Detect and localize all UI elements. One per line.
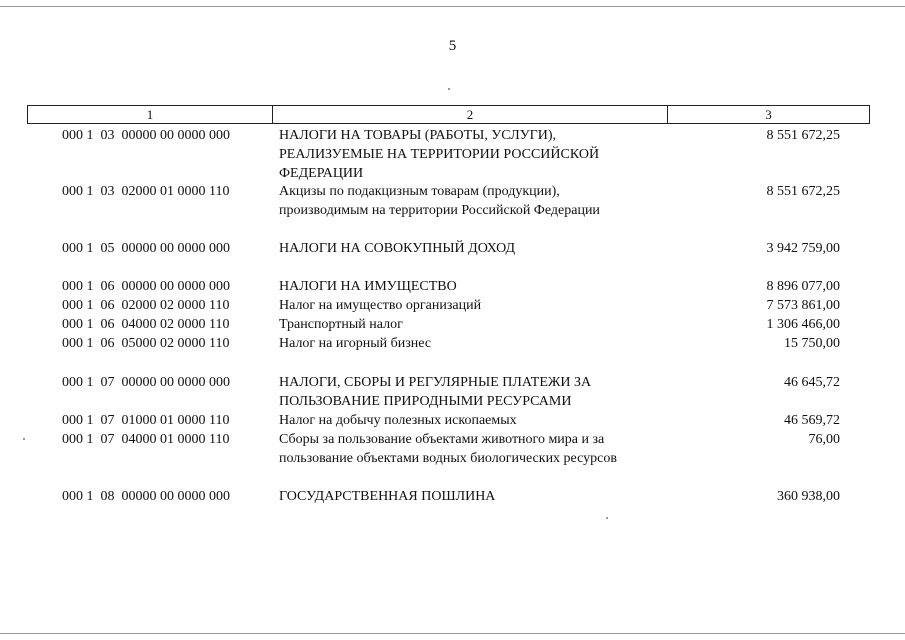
row-amount: 46 645,72 [784,375,840,390]
row-name: Акцизы по подакцизным товарам (продукции), производимым на территории Российской Федерации [279,184,600,218]
row-amount: 15 750,00 [784,336,840,351]
row-name: НАЛОГИ НА СОВОКУПНЫЙ ДОХОД [279,241,516,256]
row-amount: 7 573 861,00 [766,298,840,313]
row-name: Налог на добычу полезных ископаемых [279,413,517,428]
page-number: 5 [448,38,457,54]
scan-speck [23,438,25,440]
top-scan-line [0,6,905,7]
row-code: 000 1 03 00000 00 0000 000 [62,128,230,143]
scan-speck [606,517,608,519]
row-code: 000 1 06 04000 02 0000 110 [62,317,230,332]
bottom-scan-line [0,633,905,634]
row-name: Налог на игорный бизнес [279,336,432,351]
row-amount: 8 896 077,00 [766,279,840,294]
row-code: 000 1 03 02000 01 0000 110 [62,184,230,199]
column-header-amount: 3 [667,106,869,123]
row-amount: 8 551 672,25 [766,184,840,199]
column-header-name: 2 [272,106,667,123]
row-name: Налог на имущество организаций [279,298,482,313]
row-name: ГОСУДАРСТВЕННАЯ ПОШЛИНА [279,489,496,504]
table-header [27,105,870,124]
row-name: Сборы за пользование объектами животного мира и за пользование объектами водных биологических ресурсов [279,432,617,466]
row-amount: 3 942 759,00 [766,241,840,256]
row-code: 000 1 07 00000 00 0000 000 [62,375,230,390]
row-code: 000 1 06 02000 02 0000 110 [62,298,230,313]
row-code: 000 1 07 04000 01 0000 110 [62,432,230,447]
row-amount: 1 306 466,00 [766,317,840,332]
row-code: 000 1 08 00000 00 0000 000 [62,489,230,504]
row-name: НАЛОГИ НА ТОВАРЫ (РАБОТЫ, УСЛУГИ), РЕАЛИЗУЕМЫЕ НА ТЕРРИТОРИИ РОССИЙСКОЙ ФЕДЕРАЦИИ [279,128,600,181]
scan-speck [448,88,450,90]
row-name: НАЛОГИ, СБОРЫ И РЕГУЛЯРНЫЕ ПЛАТЕЖИ ЗА ПОЛЬЗОВАНИЕ ПРИРОДНЫМИ РЕСУРСАМИ [279,375,592,409]
row-code: 000 1 07 01000 01 0000 110 [62,413,230,428]
row-code: 000 1 06 05000 02 0000 110 [62,336,230,351]
row-name: Транспортный налог [279,317,403,332]
row-code: 000 1 05 00000 00 0000 000 [62,241,230,256]
row-code: 000 1 06 00000 00 0000 000 [62,279,230,294]
row-amount: 8 551 672,25 [766,128,840,143]
row-name: НАЛОГИ НА ИМУЩЕСТВО [279,279,457,294]
row-amount: 360 938,00 [777,489,840,504]
column-header-code: 1 [146,107,154,122]
row-amount: 46 569,72 [784,413,840,428]
row-amount: 76,00 [808,432,840,447]
